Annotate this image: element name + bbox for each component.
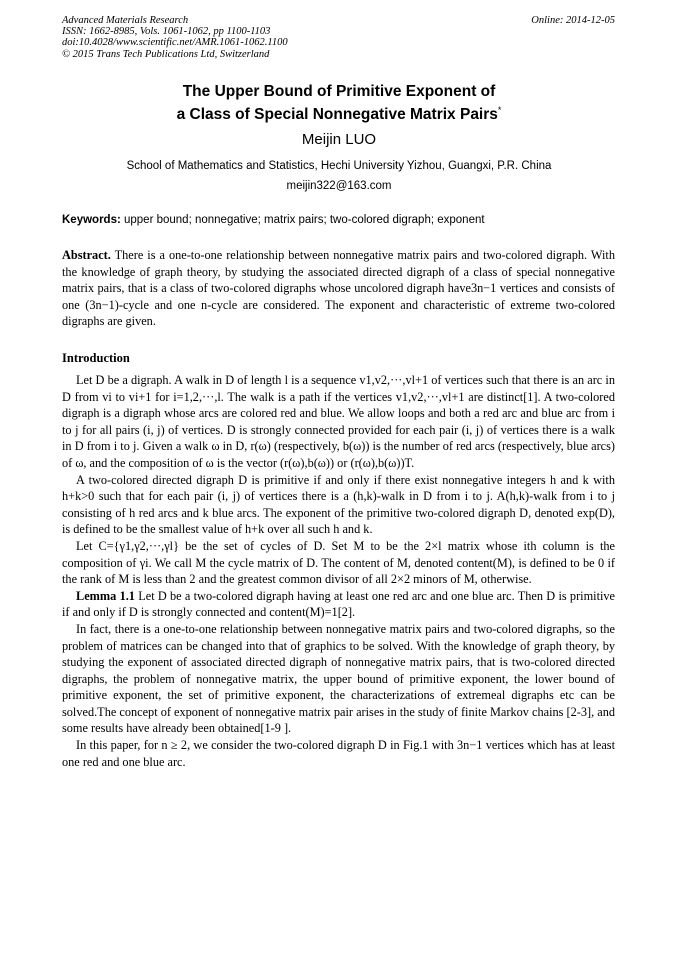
paragraph: A two-colored directed digraph D is primitive if and only if there exist nonnegative integers h and k with h+k>0 such that for each pair (i, j) of vertices there is a (h,k)-walk in D from i to j. A(h,k)-walk from i to j consisting of h red arcs and k blue arcs. The exponent of the primitive two-colored digraph D, denoted exp(D), is defined to be the smallest value of h+k over all such h and k. — [62, 472, 615, 537]
author-name: Meijin LUO — [301, 131, 377, 148]
paper-title — [62, 82, 616, 124]
paragraph: Let D be a digraph. A walk in D of length l is a sequence v1,v2,···,vl+1 of vertices such that there is an arc in D from vi to vi+1 for i=1,2,···,l. The walk is a path if the vertices v1,v2,···,vl+1 are distinct[1]. A two-colored digraph is a digraph whose arcs are colored red and blue. We allow loops and both a red arc and blue arc from i to j for all pairs (i, j) of vertices. D is strongly connected provided for each pair (i, j) of vertices there is a walk in D from i to j. Given a walk ω in D, r(ω) (respectively, b(ω)) is the number of red arcs (respectively, blue arcs) of ω, and the composition of ω is the vector (r(ω),b(ω)) or (r(ω),b(ω))T. — [62, 373, 615, 470]
copyright-line: © 2015 Trans Tech Publications Ltd, Switzerland — [62, 48, 270, 60]
doi-line: doi:10.4028/www.scientific.net/AMR.1061-1062.1100 — [62, 37, 288, 49]
abstract — [62, 247, 615, 330]
journal-name: Advanced Materials Research — [62, 15, 189, 26]
author-affiliation: School of Mathematics and Statistics, Hechi University Yizhou, Guangxi, P.R. China — [126, 160, 552, 172]
lemma-label: Lemma 1.1 — [76, 588, 135, 603]
keywords-line — [62, 214, 616, 226]
title-line-1: The Upper Bound of Primitive Exponent of — [182, 83, 496, 100]
abstract-text: There is a one-to-one relationship between nonnegative matrix pairs and two-colored digraph. With the knowledge of graph theory, by studying the associated directed digraph of a class of special nonnegative matrix pairs, that is a class of two-colored digraphs whose uncolored digraph have3n−1 vertices and consists of one (3n−1)-cycle and one n-cycle are considered. The exponent and characteristic of extreme two-colored digraphs are given. — [62, 248, 615, 329]
issn-line: ISSN: 1662-8985, Vols. 1061-1062, pp 1100-1103 — [62, 26, 271, 38]
online-date: Online: 2014-12-05 — [531, 15, 615, 26]
introduction-body — [62, 372, 615, 770]
paragraph: Let C={γ1,γ2,···,γl} be the set of cycles of D. Set M to be the 2×l matrix whose ith column is the composition of γi. We call M the cycle matrix of D. The content of M, denoted content(M), is defined to be 0 if the rank of M is less than 2 and the greatest common divisor of all 2×2 minors of M, otherwise. — [62, 538, 615, 587]
journal-header — [62, 15, 288, 60]
lemma-text: Let D be a two-colored digraph having at least one red arc and one blue arc. Then D is primitive if and only if D is strongly connected and content(M)=1[2]. — [62, 588, 616, 620]
paragraph: In fact, there is a one-to-one relationship between nonnegative matrix pairs and two-colored digraphs, so the problem of matrices can be changed into that of graphics to be solved. With the knowledge of graph theory, by studying the exponent of associated directed digraph of nonnegative matrix pairs, that is two-colored directed digraphs, the problem of nonnegative matrix, the upper bound of primitive exponent, the lower bound of primitive exponent, the set of primitive exponent, the characterizations of extremeal digraphs etc can be solved.The concept of exponent of nonnegative matrix pair arises in the study of finite Markov chains [2-3], and some results have already been obtained[1-9 ]. — [62, 621, 615, 736]
paragraph: In this paper, for n ≥ 2, we consider the two-colored digraph D in Fig.1 with 3n−1 vertices which has at least one red and one blue arc. — [62, 738, 615, 769]
section-heading-introduction: Introduction — [62, 351, 130, 365]
author-email: meijin322@163.com — [286, 180, 392, 192]
abstract-label: Abstract. — [62, 248, 111, 262]
keywords-label: Keywords: — [62, 214, 121, 226]
title-footnote-mark: * — [497, 105, 502, 115]
keywords-text: upper bound; nonnegative; matrix pairs; two-colored digraph; exponent — [120, 214, 485, 226]
title-line-2: a Class of Special Nonnegative Matrix Pairs* — [176, 105, 502, 124]
lemma-1-1 — [62, 588, 615, 621]
